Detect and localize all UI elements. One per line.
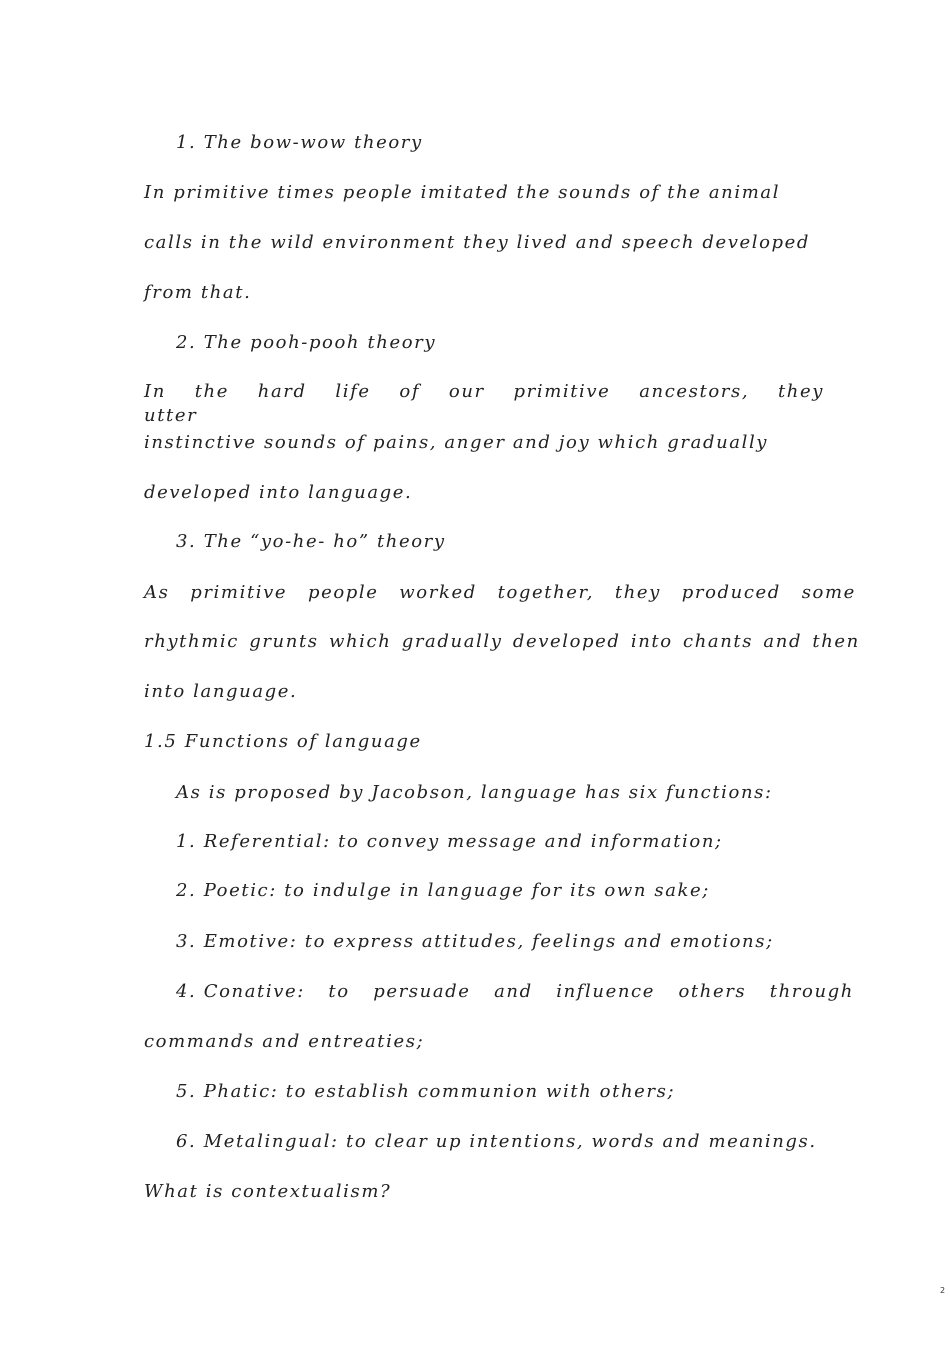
word: ancestors,: [639, 381, 750, 402]
word: grunts: [249, 631, 319, 652]
function-item-phatic: 5. Phatic: to establish communion with others;: [176, 1081, 676, 1102]
page-number: 2: [940, 1286, 946, 1295]
word: hard: [257, 381, 307, 402]
poohpooh-line-2: instinctive sounds of pains, anger and joy which gradually: [144, 432, 769, 453]
function-item-emotive: 3. Emotive: to express attitudes, feelings and emotions;: [176, 931, 774, 952]
bowwow-line-2: calls in the wild environment they lived and speech developed: [144, 232, 811, 253]
yoheho-line-3: into language.: [144, 681, 298, 702]
word: together,: [497, 582, 595, 603]
word: primitive: [513, 381, 611, 402]
word: developed: [512, 631, 621, 652]
word: they: [614, 582, 661, 603]
heading-functions-of-language: 1.5 Functions of language: [144, 731, 422, 752]
bowwow-line-3: from that.: [144, 282, 252, 303]
word: 4. Conative:: [176, 981, 305, 1002]
heading-yoheho-theory: 3. The “yo-he- ho” theory: [176, 531, 446, 552]
yoheho-line-2: [144, 631, 860, 653]
word: they: [777, 381, 824, 402]
poohpooh-line-3: developed into language.: [144, 482, 413, 503]
word: the: [194, 381, 229, 402]
bowwow-line-1: In primitive times people imitated the sounds of the animal: [144, 182, 781, 203]
yoheho-line-1: [144, 582, 856, 604]
word: gradually: [401, 631, 503, 652]
word: rhythmic: [144, 631, 239, 652]
function-item-conative: [176, 981, 854, 1003]
word: produced: [681, 582, 781, 603]
word: and: [494, 981, 533, 1002]
word: worked: [399, 582, 477, 603]
word: As: [144, 582, 170, 603]
function-item-referential: 1. Referential: to convey message and information;: [176, 831, 723, 852]
poohpooh-line-1b: utter: [144, 405, 198, 426]
word: through: [769, 981, 854, 1002]
word: into: [630, 631, 673, 652]
function-item-poetic: 2. Poetic: to indulge in language for its own sake;: [176, 880, 710, 901]
word: people: [307, 582, 379, 603]
function-item-metalingual: 6. Metalingual: to clear up intentions, words and meanings.: [176, 1131, 817, 1152]
word: to: [328, 981, 350, 1002]
word: influence: [556, 981, 655, 1002]
heading-poohpooh-theory: 2. The pooh-pooh theory: [176, 332, 437, 353]
poohpooh-line-1: [144, 381, 824, 403]
word: some: [801, 582, 856, 603]
function-item-conative-continued: commands and entreaties;: [144, 1031, 425, 1052]
word: primitive: [190, 582, 288, 603]
word: persuade: [373, 981, 471, 1002]
word: In: [144, 381, 166, 402]
word: others: [678, 981, 747, 1002]
word: chants: [683, 631, 754, 652]
word: of: [399, 381, 421, 402]
word: then: [812, 631, 860, 652]
word: our: [448, 381, 485, 402]
word: life: [335, 381, 371, 402]
functions-intro: As is proposed by Jacobson, language has six functions:: [176, 782, 773, 803]
question-contextualism: What is contextualism?: [144, 1181, 392, 1202]
word: and: [763, 631, 803, 652]
word: which: [328, 631, 392, 652]
heading-bowwow-theory: 1. The bow-wow theory: [176, 132, 423, 153]
